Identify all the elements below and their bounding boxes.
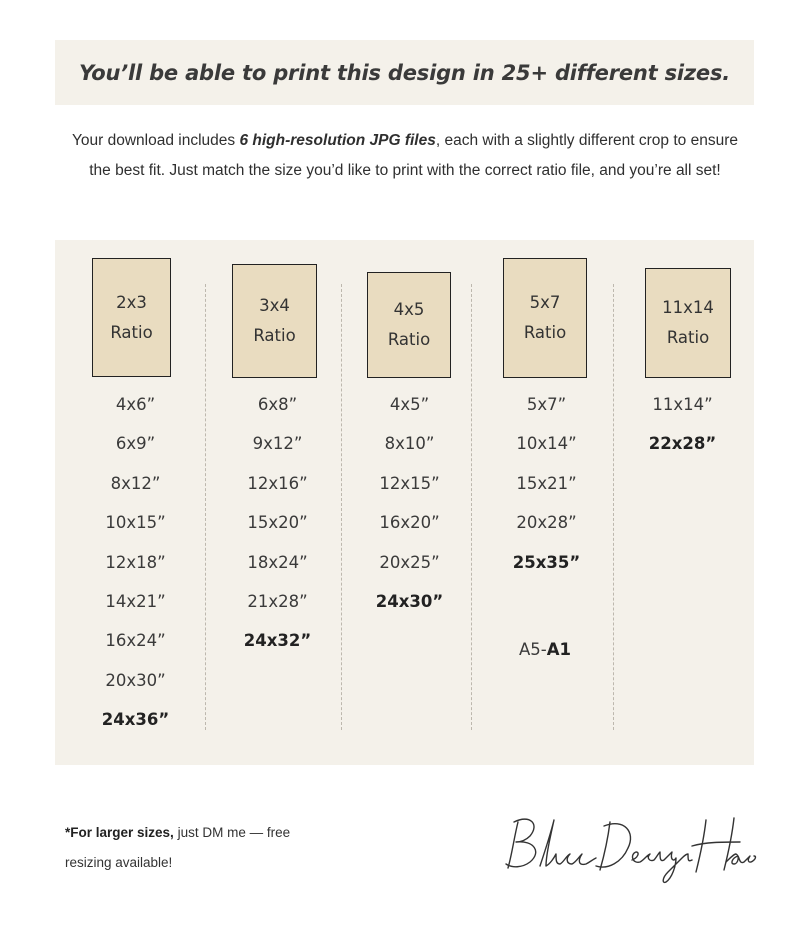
size-item: 15x20”	[247, 513, 308, 533]
size-item: 10x14”	[516, 434, 577, 454]
ratio-label: 3x4	[259, 296, 290, 315]
intro-paragraph	[60, 126, 750, 186]
headline-banner	[55, 40, 754, 105]
size-item: 9x12”	[252, 434, 303, 454]
brand-signature-logo	[500, 808, 760, 888]
ratio-label: 2x3	[116, 292, 147, 312]
note-text: just DM me — free resizing available!	[65, 825, 291, 870]
ratio-swatch-4x5	[367, 272, 451, 378]
size-item: 4x5”	[389, 395, 430, 414]
size-item: 8x12”	[110, 473, 161, 493]
size-item: 12x15”	[379, 473, 440, 493]
largest-size: 25x35”	[512, 552, 581, 572]
ratio-label: 11x14	[662, 298, 714, 317]
size-item: 16x20”	[379, 513, 440, 533]
note-bold: *For larger sizes,	[65, 825, 174, 840]
largest-size: 24x36”	[101, 710, 170, 730]
ratio-panel	[55, 240, 754, 765]
a-series-range	[519, 640, 571, 659]
size-list-5x7	[494, 392, 599, 589]
size-list-2x3	[83, 392, 188, 747]
ratio-swatch-2x3	[92, 258, 171, 377]
ratio-word: Ratio	[253, 326, 296, 345]
size-item: 10x15”	[105, 513, 166, 533]
ratio-swatch-11x14	[645, 268, 731, 378]
size-list-11x14	[630, 392, 735, 471]
size-item: 12x16”	[247, 473, 308, 493]
column-divider	[471, 284, 472, 730]
ratio-word: Ratio	[387, 330, 431, 349]
size-item: 18x24”	[247, 552, 308, 572]
column-divider	[341, 284, 342, 730]
a-series-largest: A1	[546, 640, 572, 659]
largest-size: 22x28”	[648, 434, 717, 454]
intro-emphasis: 6 high-resolution JPG files	[239, 132, 436, 149]
larger-sizes-note	[65, 818, 325, 878]
size-item: 11x14”	[652, 395, 713, 414]
size-item: 15x21”	[516, 473, 577, 493]
largest-size: 24x32”	[243, 631, 312, 651]
size-list-4x5	[357, 392, 462, 628]
headline: You’ll be able to print this design in 25+ different sizes.	[78, 60, 731, 85]
size-item: 20x28”	[516, 513, 577, 533]
size-item: 6x8”	[257, 395, 298, 414]
size-item: 12x18”	[105, 552, 166, 572]
signature-script	[500, 808, 760, 888]
size-item: 14x21”	[105, 591, 166, 611]
size-item: 8x10”	[384, 434, 435, 454]
ratio-swatch-3x4	[232, 264, 317, 378]
ratio-word: Ratio	[666, 328, 710, 347]
size-item: 5x7”	[526, 395, 567, 414]
size-item: 20x25”	[379, 552, 440, 572]
column-divider	[613, 284, 614, 730]
ratio-swatch-5x7	[503, 258, 587, 378]
ratio-label: 5x7	[529, 293, 561, 312]
size-item: 6x9”	[115, 434, 156, 454]
a-series-prefix: A5-	[519, 640, 547, 659]
ratio-label: 4x5	[393, 300, 425, 319]
ratio-word: Ratio	[110, 322, 153, 342]
size-list-3x4	[225, 392, 330, 668]
column-divider	[205, 284, 206, 730]
size-item: 20x30”	[105, 670, 166, 690]
largest-size: 24x30”	[375, 591, 444, 611]
ratio-word: Ratio	[523, 323, 567, 342]
intro-text-end: , each with a slightly different crop to ensure the best fit. Just match the size you’d like to print with the correct ratio file, and you’re all set!	[89, 132, 738, 179]
size-item: 16x24”	[105, 631, 166, 651]
size-item: 21x28”	[247, 591, 308, 611]
intro-text-start: Your download includes	[72, 132, 240, 149]
size-item: 4x6”	[115, 395, 156, 414]
